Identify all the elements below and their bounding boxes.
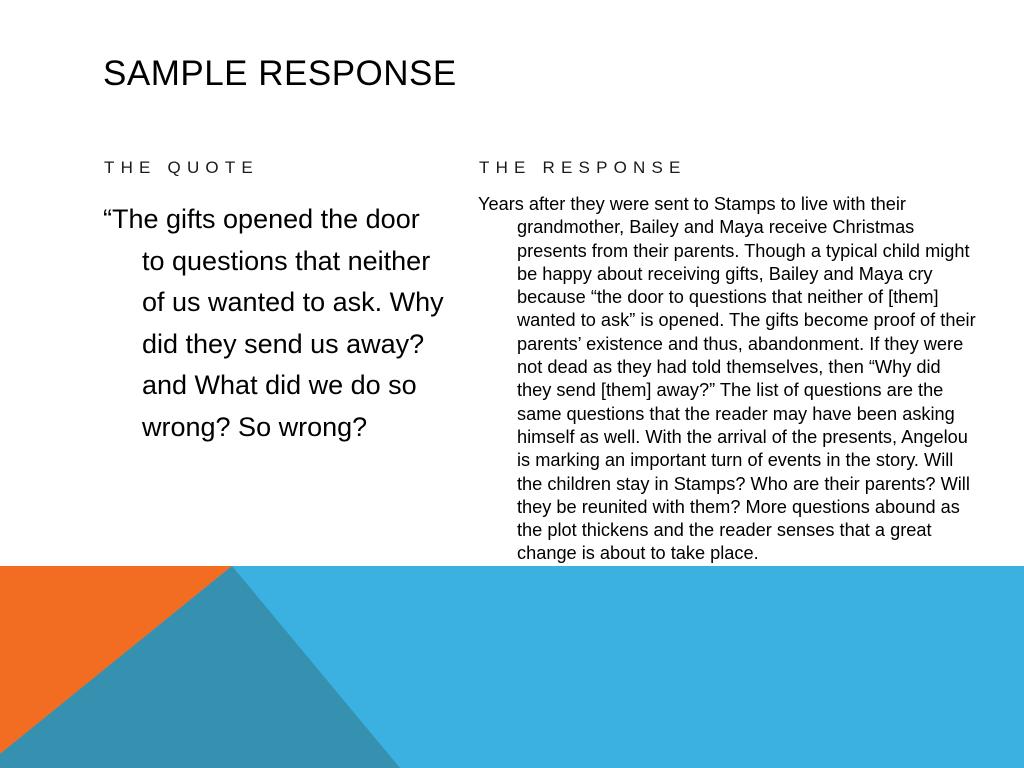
slide-title: SAMPLE RESPONSE xyxy=(103,54,457,93)
response-body: Years after they were sent to Stamps to live with their grandmother, Bailey and Maya receive Christmas presents from their parents. Though a typical child might be happy about receiving gifts, Bailey and Maya cry because “the door to questions that neither of [them] wanted to ask” is opened. The gifts become proof of their parents’ existence and thus, abandonment. If they were not dead as they had told themselves, then “Why did they send [them] away?” The list of questions are the same questions that the reader may have been asking himself as well. With the arrival of the presents, Angelou is marking an important turn of events in the story. Will the children stay in Stamps? Who are their parents? Will they be reunited with them? More questions abound as the plot thickens and the reader senses that a great change is about to take place. xyxy=(478,194,976,564)
quote-heading: THE QUOTE xyxy=(104,158,259,177)
response-heading: THE RESPONSE xyxy=(479,158,687,177)
quote-body: “The gifts opened the door to questions that neither of us wanted to ask. Why did they send us away? and What did we do so wrong? So wrong? xyxy=(103,204,444,442)
